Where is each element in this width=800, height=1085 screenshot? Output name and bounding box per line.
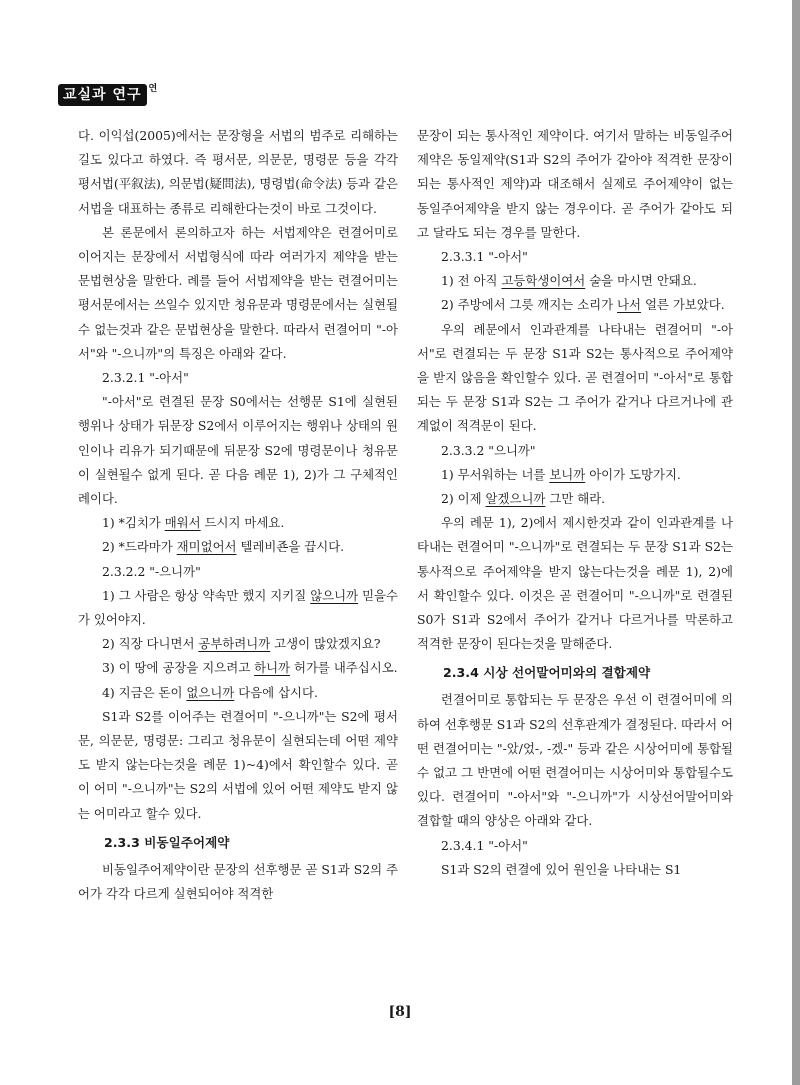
- example-text: 1) 무서워하는 너를: [441, 466, 550, 482]
- example-text: 3) 이 땅에 공장을 지으려고: [102, 660, 255, 676]
- paragraph: 우의 례문 1), 2)에서 제시한것과 같이 인과관계를 나타내는 련결어미 "-으니까"로 련결되는 두 문장 S1과 S2는 통사적으로 주어제약을 받지 않는다는것을 례문 1), 2)에서 확인할수 있다. 이것은 곧 련결어미 "-으니까"로 련결된 S0가 S1과 S2에서 주어가 같거나 다르거나를 막론하고 적격한 문장이 된다는것을 말해준다.: [417, 515, 733, 652]
- underlined-ending: 재미없어서: [176, 539, 237, 555]
- example-text: 술을 마시면 안돼요.: [585, 273, 697, 289]
- paragraph: S1과 S2를 이어주는 련결어미 "-으니까"는 S2에 평서문, 의문문, 명령문: 그리고 청유문이 실현되는데 어떤 제약도 받지 않는다는것을 례문 1)~4)에서 확인할수 있다. 곧 이 어미 "-으니까"는 S2의 서법에 있어 어떤 제약도 받지 않는 어미라고 할수 있다.: [78, 708, 398, 821]
- example-sentence: [417, 293, 733, 317]
- paragraph: 련결어미로 통합되는 두 문장은 우선 이 련결어미에 의하여 선후행문 S1과 S2의 선후관계가 결정된다. 따라서 어떤 련결어미는 "-았/었-, -겠-" 등과 같은 시상어미에 통합될수 없고 그 반면에 어떤 련결어미는 시상어미와 통합될수도 있다. 련결어미 "-아서"와 "-으니까"가 시상선어말어미와 결합할 때의 양상은 아래와 같다.: [417, 692, 733, 829]
- subsection-title: 2.3.3.1 "-아서": [441, 249, 528, 265]
- page-edge: [792, 0, 800, 1085]
- underlined-ending: 없으니까: [186, 684, 235, 700]
- paragraph: 비동일주어제약이란 문장의 선후행문 곧 S1과 S2의 주어가 각각 다르게 실현되어야 적격한: [78, 861, 398, 902]
- paragraph: 본 론문에서 론의하고자 하는 서법제약은 련결어미로 이어지는 문장에서 서법형식에 따라 여러가지 제약을 받는 문법현상을 말한다. 례를 들어 서법제약을 받는 련결어미는 평서문에서는 쓰일수 있지만 청유문과 명령문에서는 실현될수 없는것과 같은 문법현상을 말한다. 따라서 련결어미 "-아서"와 "-으니까"의 특징은 아래와 같다.: [78, 224, 398, 361]
- journal-logo-sup: 연: [148, 84, 158, 94]
- subsection-title: 2.3.4.1 "-아서": [441, 837, 528, 853]
- example-text: 고생이 많았겠지요?: [270, 636, 381, 652]
- underlined-ending: 나서: [617, 297, 641, 313]
- underlined-ending: 않으니까: [310, 587, 359, 603]
- example-text: 허가를 내주십시오.: [290, 660, 398, 676]
- example-text: 그만 해라.: [545, 491, 606, 507]
- underlined-ending: 하니까: [254, 660, 291, 676]
- page-number: [8]: [388, 1004, 412, 1020]
- example-sentence: [78, 535, 398, 559]
- underlined-ending: 매워서: [164, 515, 201, 531]
- example-text: 얼른 가보았다.: [641, 297, 725, 313]
- journal-logo: [58, 84, 157, 106]
- subsection-title: 2.3.2.1 "-아서": [102, 370, 189, 386]
- underlined-ending: 알겠으니까: [485, 491, 546, 507]
- example-text: 1) 전 아직: [441, 273, 502, 289]
- paragraph: 문장이 되는 통사적인 제약이다. 여기서 말하는 비동일주어제약은 동일제약(S1과 S2의 주어가 같아야 적격한 문장이 되는 통사적인 제약)과 대조해서 실제로 주어제약이 없는 동일주어제약을 받지 않는 경우이다. 곧 주어가 같아도 되고 달라도 되는 경우를 말한다.: [417, 128, 733, 240]
- example-sentence: [78, 632, 398, 656]
- subsection-title: 2.3.2.2 "-으니까": [102, 563, 201, 579]
- underlined-ending: 고등학생이여서: [501, 273, 586, 289]
- example-text: 4) 지금은 돈이: [102, 684, 187, 700]
- example-text: 2) 직장 다니면서: [102, 636, 199, 652]
- left-column: [78, 124, 398, 906]
- section-heading: 2.3.3 비동일주어제약: [104, 834, 230, 850]
- paragraph: S1과 S2의 련결에 있어 원인을 나타내는 S1: [441, 861, 682, 877]
- section-heading: 2.3.4 시상 선어말어미와의 결합제약: [443, 665, 651, 681]
- right-column: [417, 124, 733, 882]
- example-text: 아이가 도망가지.: [585, 466, 681, 482]
- underlined-ending: 보니까: [549, 466, 586, 482]
- subsection-title: 2.3.3.2 "으니까": [441, 442, 536, 458]
- underlined-ending: 공부하려니까: [198, 636, 271, 652]
- example-text: 텔레비죤을 끕시다.: [236, 539, 345, 555]
- example-sentence: [417, 269, 733, 293]
- paragraph: 우의 례문에서 인과관계를 나타내는 련결어미 "-아서"로 련결되는 두 문장 S1과 S2는 통사적으로 주어제약을 받지 않음을 확인할수 있다. 곧 련결어미 "-아서"로 통합되는 두 문장 S1과 S2는 그 주어가 같거나 다르거나에 관계없이 적격문이 된다.: [417, 321, 733, 434]
- example-text: 다음에 삽시다.: [234, 684, 318, 700]
- example-text: 드시지 마세요.: [200, 515, 285, 531]
- example-sentence: [78, 511, 398, 535]
- journal-logo-text: 교실과 연구: [58, 84, 147, 106]
- example-text: 믿을수가 있어야지.: [78, 587, 398, 628]
- example-sentence: [78, 681, 398, 705]
- example-text: 1) *김치가: [102, 515, 165, 531]
- example-text: 2) 이제: [441, 491, 486, 507]
- example-sentence: [417, 463, 733, 487]
- example-sentence: [78, 656, 398, 680]
- example-text: 2) 주방에서 그릇 깨지는 소리가: [441, 297, 618, 313]
- example-sentence: [417, 487, 733, 511]
- paragraph: 다. 이익섭(2005)에서는 문장형을 서법의 범주로 리해하는 길도 있다고 하였다. 즉 평서문, 의문문, 명령문 등을 각각 평서법(平叙法), 의문법(疑問法), 명령법(命令法) 등과 같은 서법을 대표하는 종류로 리해한다는것이 바로 그것이다.: [78, 128, 398, 216]
- example-text: 1) 그 사람은 항상 약속만 했지 지키질: [102, 587, 311, 603]
- example-text: 2) *드라마가: [102, 539, 177, 555]
- example-sentence: [78, 584, 398, 632]
- paragraph: "-아서"로 련결된 문장 S0에서는 선행문 S1에 실현된 행위나 상태가 뒤문장 S2에서 이루어지는 행위나 상태의 원인이나 리유가 되기때문에 뒤문장 S2에 명령문이나 청유문이 실현될수 없게 된다. 곧 다음 례문 1), 2)가 그 구체적인 례이다.: [78, 394, 398, 507]
